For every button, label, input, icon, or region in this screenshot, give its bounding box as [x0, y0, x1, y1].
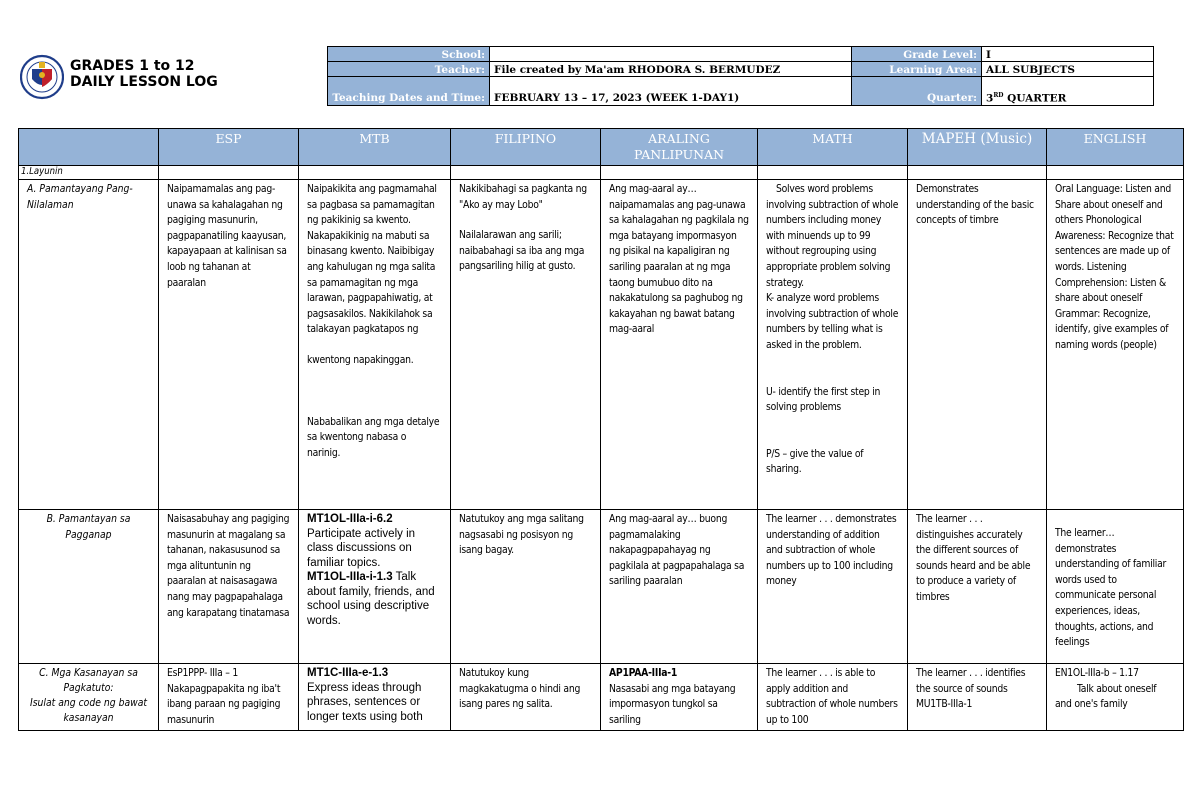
empty-cell	[1047, 166, 1184, 180]
c-esp-text: Nakapagpapakita ng iba't ibang paraan ng pagiging masunurin	[167, 682, 281, 726]
column-header-filipino: FILIPINO	[451, 129, 601, 166]
column-header-math: MATH	[758, 129, 908, 166]
c-mapeh-code: MU1TB-IIIa-1	[916, 698, 973, 711]
layunin-row	[19, 166, 1184, 180]
row-label-b: B. Pamantayan sa Pagganap	[19, 510, 159, 664]
cell-c-math: The learner . . . is able to apply addition and subtraction of whole numbers up to 100	[758, 664, 908, 731]
lesson-log-table	[18, 128, 1184, 731]
cell-b-english	[1047, 510, 1184, 664]
quarter-number: 3	[986, 92, 994, 104]
teacher-value: File created by Ma'am RHODORA S. BERMUDEZ	[490, 62, 852, 77]
cell-a-mapeh: Demonstrates understanding of the basic concepts of timbre	[908, 180, 1047, 510]
cell-b-filipino: Natutukoy ang mga salitang nagsasabi ng posisyon ng isang bagay.	[451, 510, 601, 664]
deped-seal-logo	[20, 45, 64, 109]
grade-level-label: Grade Level:	[852, 47, 982, 62]
header-blank-cell	[19, 129, 159, 166]
c-eng-code: EN1OL-IIIa-b – 1.17	[1055, 667, 1139, 679]
cell-c-mapeh	[908, 664, 1047, 731]
empty-cell	[758, 166, 908, 180]
document-title	[70, 58, 218, 90]
a-math-para2: K- analyze word problems involving subtraction of whole numbers by telling what is asked in the problem.	[766, 292, 899, 351]
cell-a-english: Oral Language: Listen and Share about oneself and others Phonological Awareness: Recognize that sentences are made up of words. Listening Comprehension: Listen & share about oneself Grammar: Recognize, identify, give examples of naming words (people)	[1047, 180, 1184, 510]
cell-b-math: The learner . . . demonstrates understanding of addition and subtraction of whole numbers up to 100 including money	[758, 510, 908, 664]
subject-header-row	[19, 129, 1184, 166]
cell-a-mtb	[299, 180, 451, 510]
cell-b-mtb	[299, 510, 451, 664]
title-line-dll: DAILY LESSON LOG	[70, 74, 218, 90]
empty-cell	[908, 166, 1047, 180]
header-info-table	[327, 46, 1154, 106]
row-content-standards	[19, 180, 1184, 510]
learning-area-value: ALL SUBJECTS	[982, 62, 1154, 77]
school-label: School:	[328, 47, 490, 62]
cell-a-filipino	[451, 180, 601, 510]
layunin-label: 1.Layunin	[19, 166, 159, 180]
school-value	[490, 47, 852, 62]
a-mtb-para2: kwentong napakinggan.	[307, 353, 414, 366]
row-label-c	[19, 664, 159, 731]
c-label-line1: C. Mga Kasanayan sa Pagkatuto:	[39, 667, 138, 694]
quarter-word: QUARTER	[1003, 92, 1067, 104]
column-header-mtb: MTB	[299, 129, 451, 166]
b-mtb-code2: MT1OL-IIIa-i-1.3	[307, 571, 393, 583]
learning-area-label: Learning Area:	[852, 62, 982, 77]
row-label-a: A. Pamantayang Pang-Nilalaman	[19, 180, 159, 510]
empty-cell	[159, 166, 299, 180]
c-label-line2: Isulat ang code ng bawat kasanayan	[29, 697, 148, 724]
c-mtb-code: MT1C-IIIa-e-1.3	[307, 667, 389, 679]
cell-b-esp: Naisasabuhay ang pagiging masunurin at magalang sa tahanan, nakasusunod sa mga alituntunin ng paaralan at naisasagawa nang may pagpapahalaga ang karapatang tinatamasa	[159, 510, 299, 664]
teaching-dates-value: FEBRUARY 13 – 17, 2023 (WEEK 1-DAY1)	[490, 77, 852, 106]
a-mtb-para3: Nababalikan ang mga detalye sa kwentong nabasa o narinig.	[307, 415, 440, 459]
cell-b-araling-panlipunan: Ang mag-aaral ay… buong pagmamalaking nakapagpapahayag ng pagkilala at pagpapahalaga sa sariling paaralan	[601, 510, 758, 664]
c-ap-code: AP1PAA-IIIa-1	[609, 667, 678, 679]
cell-c-mtb	[299, 664, 451, 731]
column-header-english: ENGLISH	[1047, 129, 1184, 166]
cell-a-esp: Naipamamalas ang pag-unawa sa kahalagahan ng pagiging masunurin, pagpapanatiling kaayusan, kapayapaan at kalinisan sa loob ng tahanan at paaralan	[159, 180, 299, 510]
c-mtb-text: Express ideas through phrases, sentences or longer texts using both	[307, 681, 423, 723]
column-header-mapeh: MAPEH (Music)	[908, 129, 1047, 166]
row-learning-competencies	[19, 664, 1184, 731]
a-fil-para2: Nailalarawan ang sarili; naibabahagi sa iba ang mga pangsariling hilig at gusto.	[459, 229, 585, 273]
cell-c-araling-panlipunan	[601, 664, 758, 731]
b-mtb-text1: Participate actively in class discussions on familiar topics.	[307, 527, 416, 569]
empty-cell	[299, 166, 451, 180]
column-header-esp: ESP	[159, 129, 299, 166]
c-mapeh-text: The learner . . . identifies the source of sounds	[916, 667, 1026, 695]
column-header-araling-panlipunan: ARALING PANLIPUNAN	[601, 129, 758, 166]
cell-c-esp	[159, 664, 299, 731]
quarter-suffix: RD	[993, 91, 1004, 99]
a-mtb-para1: Naipakikita ang pagmamahal sa pagbasa sa pamamagitan ng pakikinig sa kwento. Nakapakikinig na mabuti sa binasang kwento. Naibibigay ang kahulugan ng mga salita sa pamamagitan ng mga larawan, pagpapahiwatig, at pagsasakilos. Nakikilahok sa talakayan pagkatapos ng	[307, 183, 437, 336]
cell-b-mapeh: The learner . . . distinguishes accurately the different sources of sounds heard and be able to produce a variety of timbres	[908, 510, 1047, 664]
quarter-value	[982, 77, 1154, 106]
row-performance-standards	[19, 510, 1184, 664]
quarter-label: Quarter:	[852, 77, 982, 106]
cell-c-english	[1047, 664, 1184, 731]
a-math-para4: P/S – give the value of sharing.	[766, 447, 864, 476]
b-mtb-text2: Talk about family, friends, and school using descriptive words.	[307, 571, 435, 627]
a-math-para3: U- identify the first step in solving problems	[766, 385, 881, 414]
empty-cell	[601, 166, 758, 180]
teacher-label: Teacher:	[328, 62, 490, 77]
a-math-para1: Solves word problems involving subtraction of whole numbers including money with minuends up to 99 without regrouping using appropriate problem solving strategy.	[766, 183, 899, 289]
cell-a-araling-panlipunan: Ang mag-aaral ay… naipamamalas ang pag-unawa sa kahalagahan ng pagkilala ng mga batayang impormasyon ng pisikal na kapaligiran ng sariling paaralan at ng mga taong bumubuo dito na nakakatulong sa paghubog ng kakayahan ng bawat batang mag-aaral	[601, 180, 758, 510]
empty-cell	[451, 166, 601, 180]
cell-c-filipino: Natutukoy kung magkakatugma o hindi ang isang pares ng salita.	[451, 664, 601, 731]
c-ap-text: Nasasabi ang mga batayang impormasyon tungkol sa sariling	[609, 682, 736, 726]
cell-a-math	[758, 180, 908, 510]
title-line-grades: GRADES 1 to 12	[70, 58, 195, 74]
c-esp-code: EsP1PPP- IIIa – 1	[167, 667, 238, 679]
c-eng-text: Talk about oneself and one's family	[1055, 682, 1157, 711]
b-mtb-code1: MT1OL-IIIa-i-6.2	[307, 513, 393, 525]
teaching-dates-label: Teaching Dates and Time:	[328, 77, 490, 106]
a-fil-para1: Nakikibahagi sa pagkanta ng "Ako ay may Lobo"	[459, 183, 587, 211]
b-eng-text: The learner… demonstrates understanding of familiar words used to communicate personal experiences, ideas, thoughts, actions, and feelings	[1055, 527, 1167, 649]
grade-level-value: I	[982, 47, 1154, 62]
